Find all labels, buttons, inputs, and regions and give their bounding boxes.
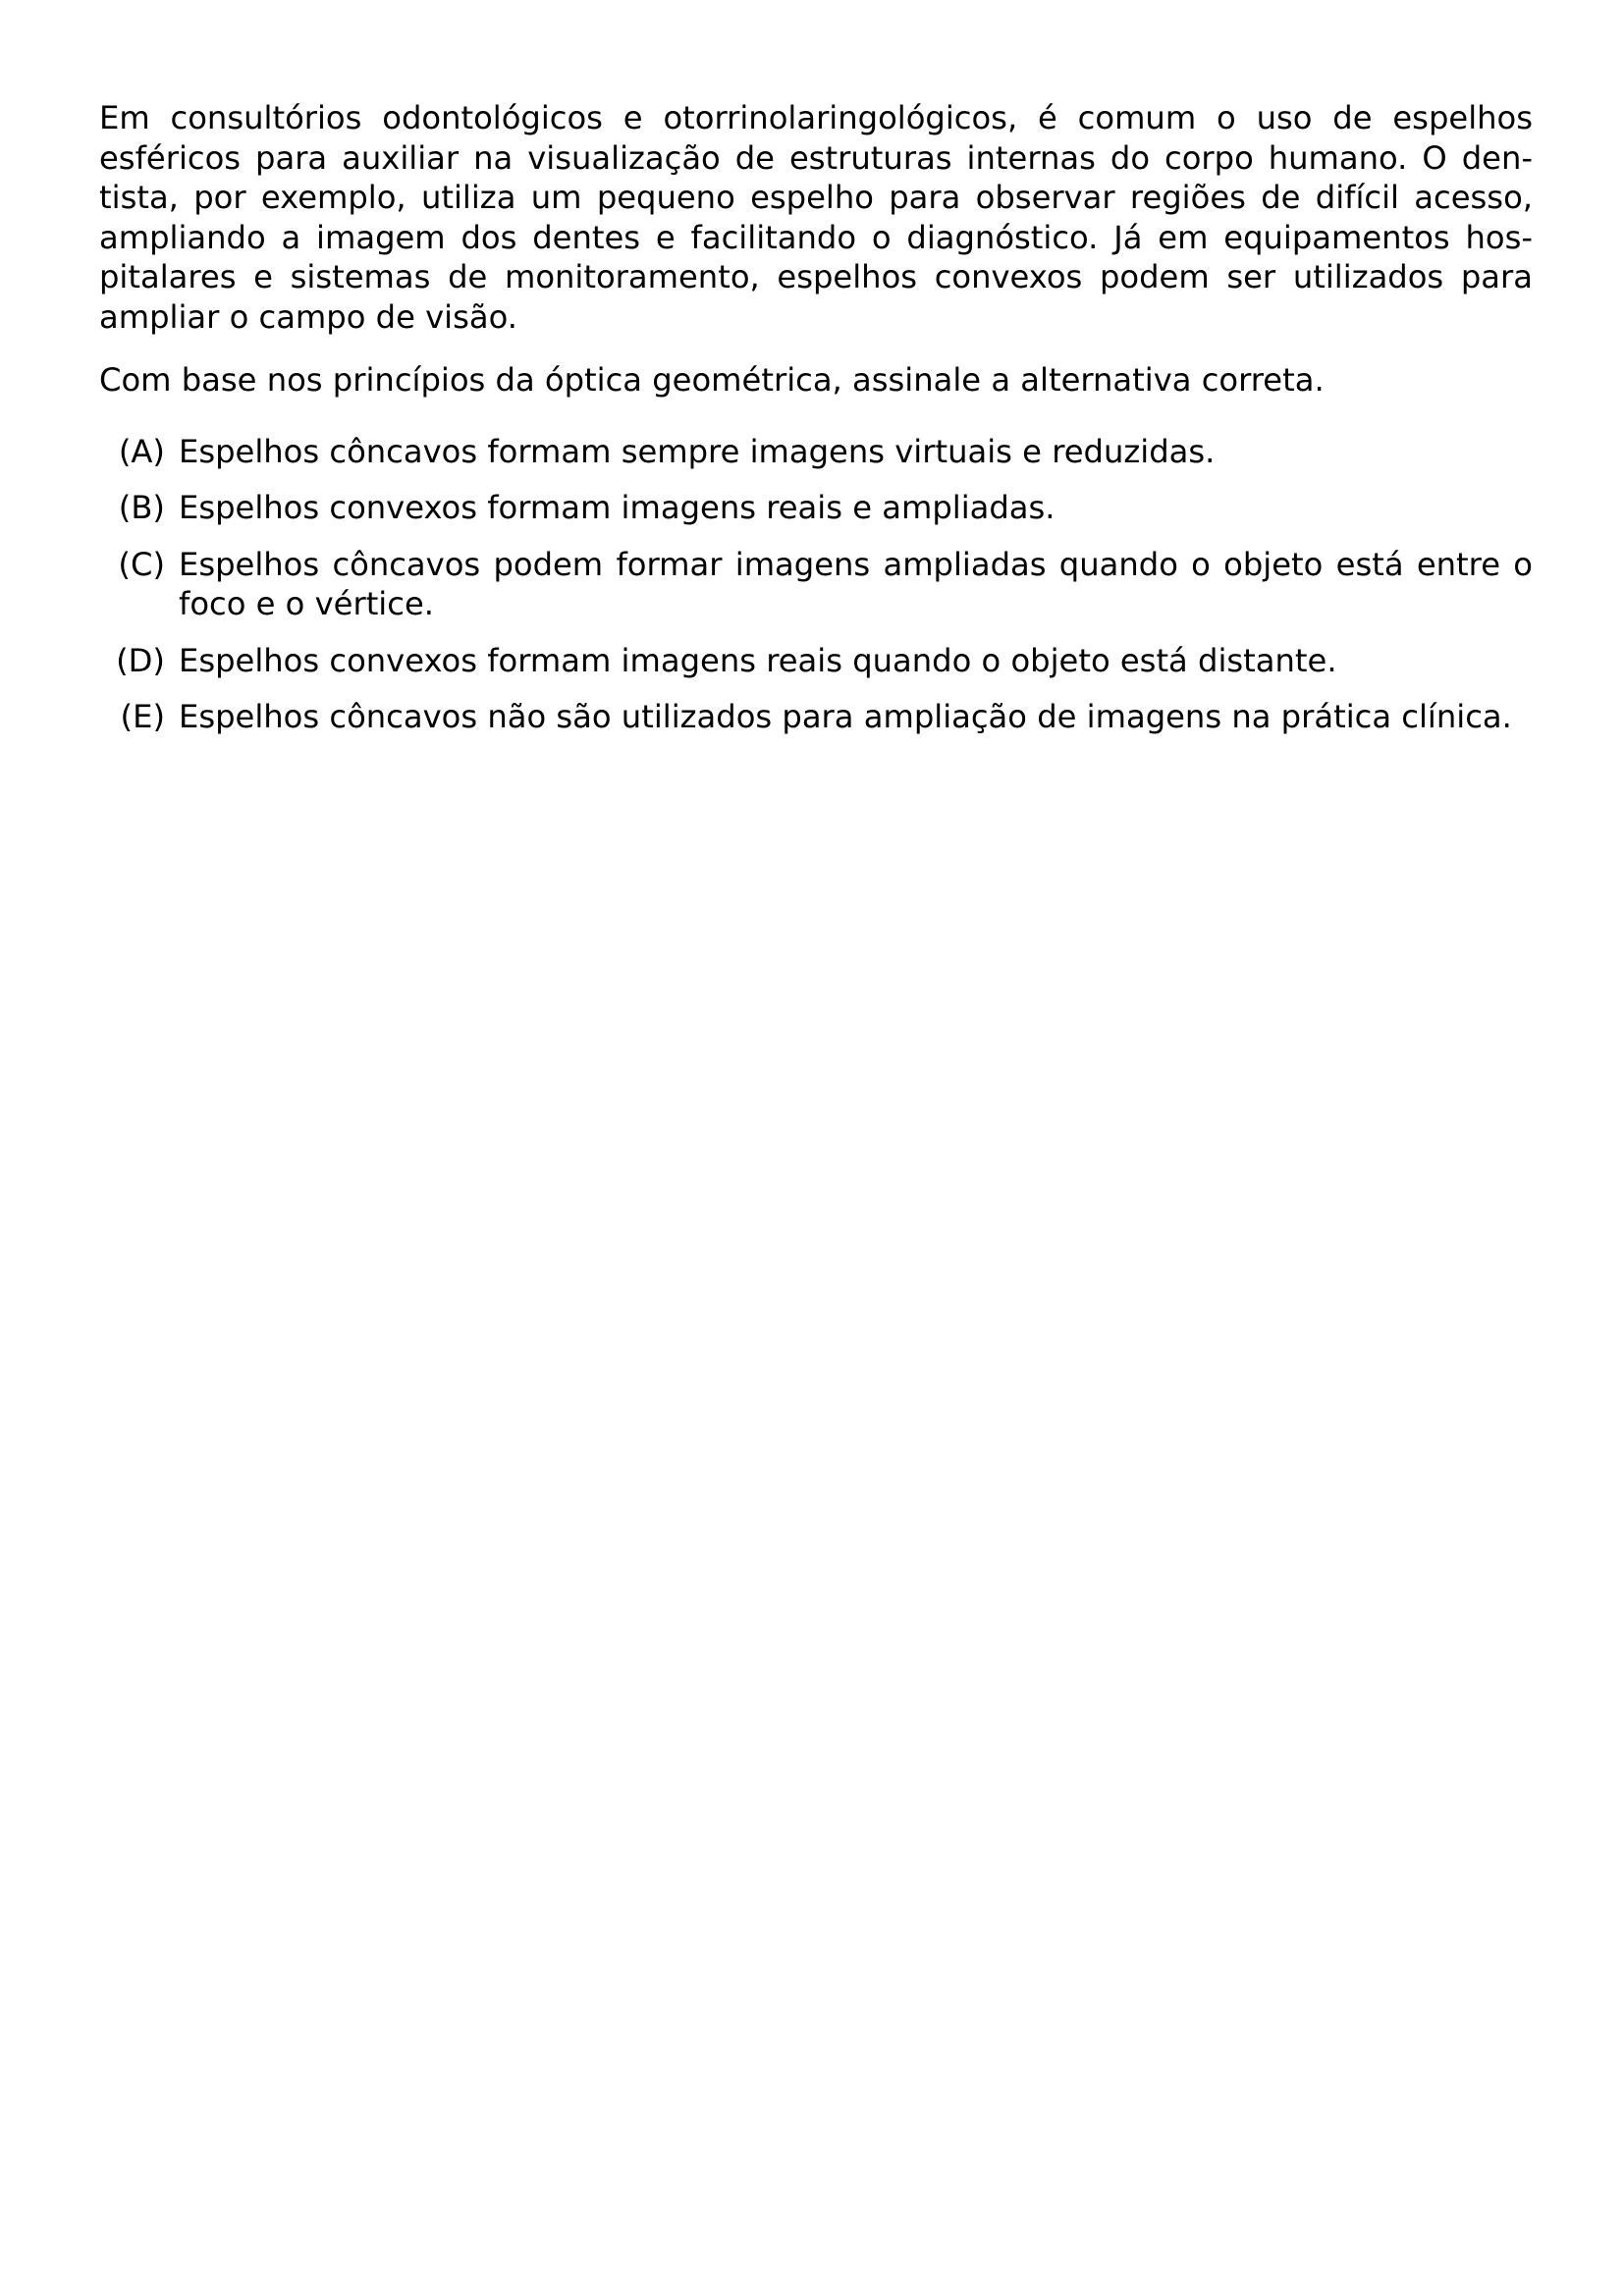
option-letter: (C) <box>118 545 165 583</box>
question-page <box>99 98 1533 758</box>
option-letter: (D) <box>116 641 165 679</box>
option-letter: (E) <box>120 698 165 735</box>
option-b[interactable] <box>99 489 1533 528</box>
option-a[interactable] <box>99 432 1533 472</box>
option-text: Espelhos côncavos não são utilizados para ampliação de imagens na prática clínica. <box>179 698 1512 735</box>
answer-options <box>99 432 1533 737</box>
option-c[interactable] <box>99 545 1533 624</box>
option-text: Espelhos côncavos podem formar imagens ampliadas quando o objeto está entre o foco e o vértice. <box>179 545 1533 622</box>
question-context: Em consultórios odontológicos e otorrinolaringológicos, é comum o uso de espelhos esféricos para auxiliar na visualização de estruturas internas do corpo humano. O dentista, por exemplo, utiliza um pequeno espelho para observar regiões de difícil acesso, ampliando a imagem dos dentes e facilitando o diagnóstico. Já em equipamentos hospitalares e sistemas de monitoramento, espelhos convexos podem ser utilizados para ampliar o campo de visão. <box>99 99 1533 336</box>
option-text: Espelhos convexos formam imagens reais e ampliadas. <box>179 489 1056 526</box>
option-text: Espelhos convexos formam imagens reais quando o objeto está distante. <box>179 641 1337 679</box>
option-e[interactable] <box>99 698 1533 737</box>
question-instruction: Com base nos princípios da óptica geométrica, assinale a alternativa correta. <box>99 361 1325 399</box>
option-text: Espelhos côncavos formam sempre imagens virtuais e reduzidas. <box>179 432 1216 470</box>
option-letter: (A) <box>118 432 165 470</box>
option-letter: (B) <box>118 489 165 526</box>
option-d[interactable] <box>99 641 1533 681</box>
